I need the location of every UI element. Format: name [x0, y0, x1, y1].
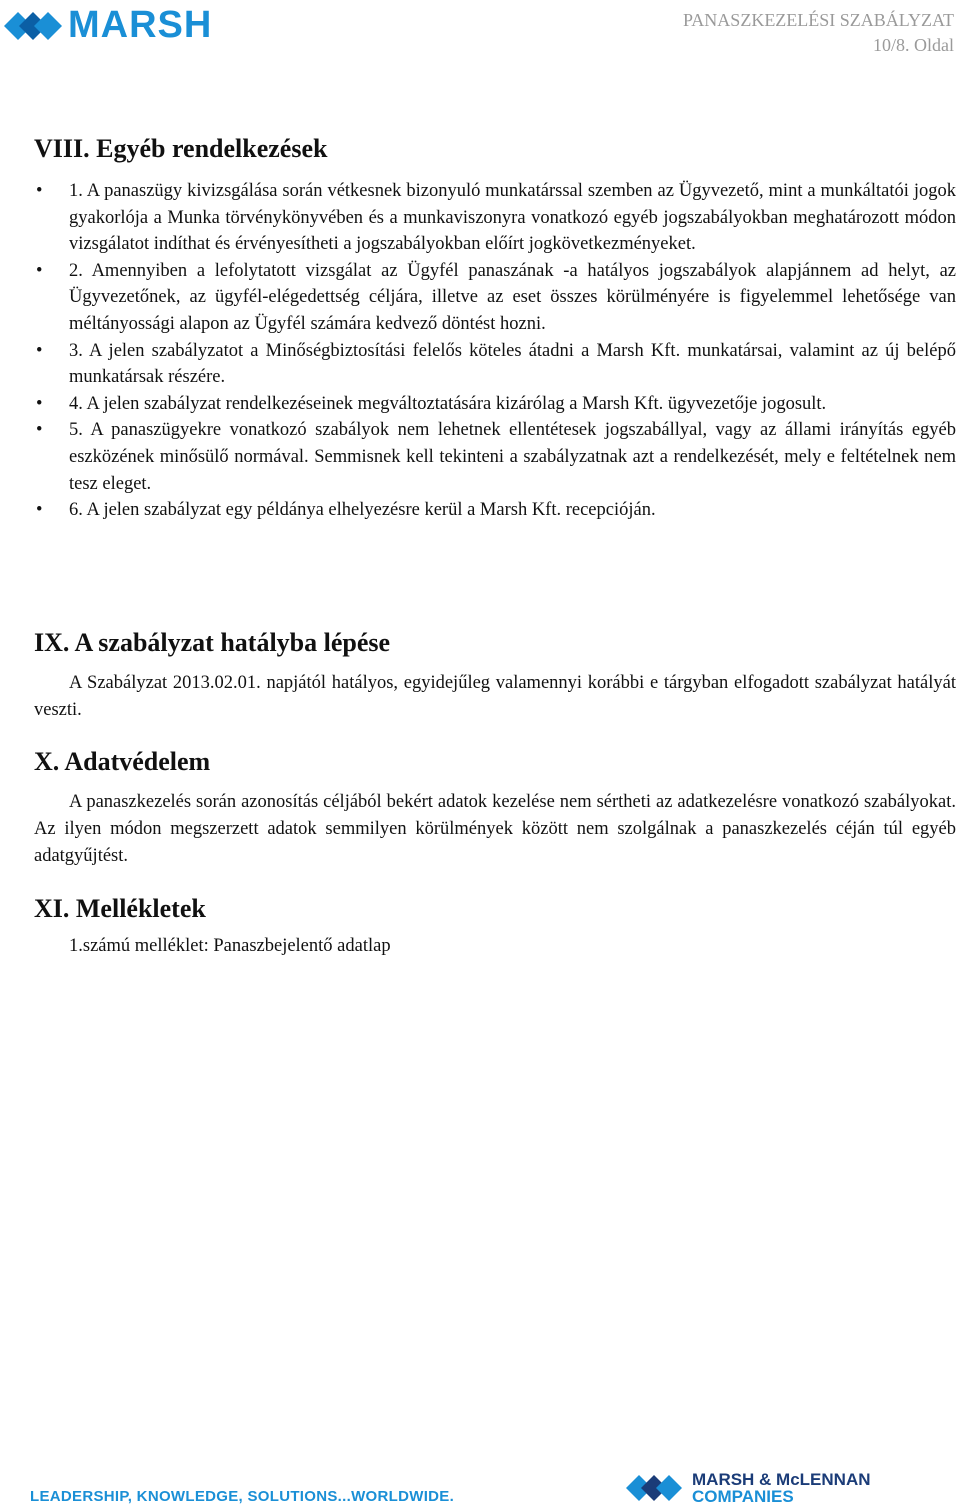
page-number: 10/8. Oldal: [873, 35, 954, 55]
list-item: • 4. A jelen szabályzat rendelkezéseinek megváltoztatására kizárólag a Marsh Kft. ügyvezetője jogosult.: [34, 391, 956, 418]
section-x: [34, 747, 956, 870]
bullet-icon: •: [36, 340, 43, 361]
annex-item: 1.számú melléklet: Panaszbejelentő adatlap: [69, 936, 391, 956]
list-item: • 2. Amennyiben a lefolytatott vizsgálat az Ügyfél panaszának -a hatályos jogszabályok alapjánnem ad helyt, az Ügyvezetőnek, az ügyfél-elégedettség céljára, illetve az eset összes körülményére is figyelemmel lehetősége van méltányossági alapon az Ügyfél számára kedvező döntést hozni.: [34, 258, 956, 338]
header-info: [683, 8, 954, 58]
section-xi-title: XI. Mellékletek: [34, 894, 206, 923]
mmc-logo-icon: [626, 1470, 684, 1506]
bullet-icon: •: [36, 181, 43, 201]
section-ix: [34, 628, 956, 724]
bullet-icon: •: [36, 500, 43, 521]
section-ix-text: A Szabályzat 2013.02.01. napjától hatályos, egyidejűleg valamennyi korábbi e tárgyban elfogadott szabályzat hatályát veszti.: [34, 673, 956, 720]
section-viii-title: VIII. Egyéb rendelkezések: [34, 134, 328, 163]
page-header: [0, 0, 960, 70]
list-item: • 1. A panaszügy kivizsgálása során vétkesnek bizonyuló munkatárssal szemben az Ügyvezető, mint a munkáltatói jogok gyakorlója a Munka törvénykönyvében és a munkaviszonyra vonatkozó egyéb jogszabályokban meghatározott módon vizsgálatot indíthat és érvényesítheti a jogszabályokban előírt jogkövetkezményeket.: [34, 178, 956, 258]
list-item: • 6. A jelen szabályzat egy példánya elhelyezésre kerül a Marsh Kft. recepcióján.: [34, 497, 956, 524]
section-xi: [34, 894, 956, 957]
section-viii-list: [34, 178, 956, 524]
bullet-icon: •: [36, 393, 43, 414]
bullet-icon: •: [36, 260, 43, 281]
page-footer: [0, 1460, 960, 1511]
mmc-logo: [626, 1470, 871, 1506]
section-ix-title: IX. A szabályzat hatályba lépése: [34, 628, 391, 657]
section-x-text: A panaszkezelés során azonosítás céljából bekért adatok kezelése nem sértheti az adatkezelésre vonatkozó szabályokat. Az ilyen módon megszerzett adatok semmilyen körülmények között nem szolgálnak a panaszkezelés céján túl egyéb adatgyűjtést.: [34, 792, 956, 866]
marsh-logo-text: MARSH: [68, 4, 213, 46]
bullet-icon: •: [36, 420, 43, 441]
list-item: • 5. A panaszügyekre vonatkozó szabályok nem lehetnek ellentétesek jogszabállyal, vagy az állami irányítás egyéb eszközének minősülő normával. Semmisnek kell tekinteni a szabályzatnak azt a rendelkezését, mely e feltételnek nem tesz eleget.: [34, 417, 956, 497]
mmc-logo-text: MARSH & McLENNAN COMPANIES: [692, 1470, 871, 1506]
section-x-title: X. Adatvédelem: [34, 747, 211, 776]
marsh-logo-icon: [4, 7, 62, 45]
marsh-logo: [4, 4, 212, 47]
footer-tagline: LEADERSHIP, KNOWLEDGE, SOLUTIONS...WORLDWIDE.: [30, 1488, 455, 1505]
list-item: • 3. A jelen szabályzatot a Minőségbiztosítási felelős köteles átadni a Marsh Kft. munkatársai, valamint az új belépő munkatársak részére.: [34, 338, 956, 391]
document-title: PANASZKEZELÉSI SZABÁLYZAT: [682, 10, 954, 30]
